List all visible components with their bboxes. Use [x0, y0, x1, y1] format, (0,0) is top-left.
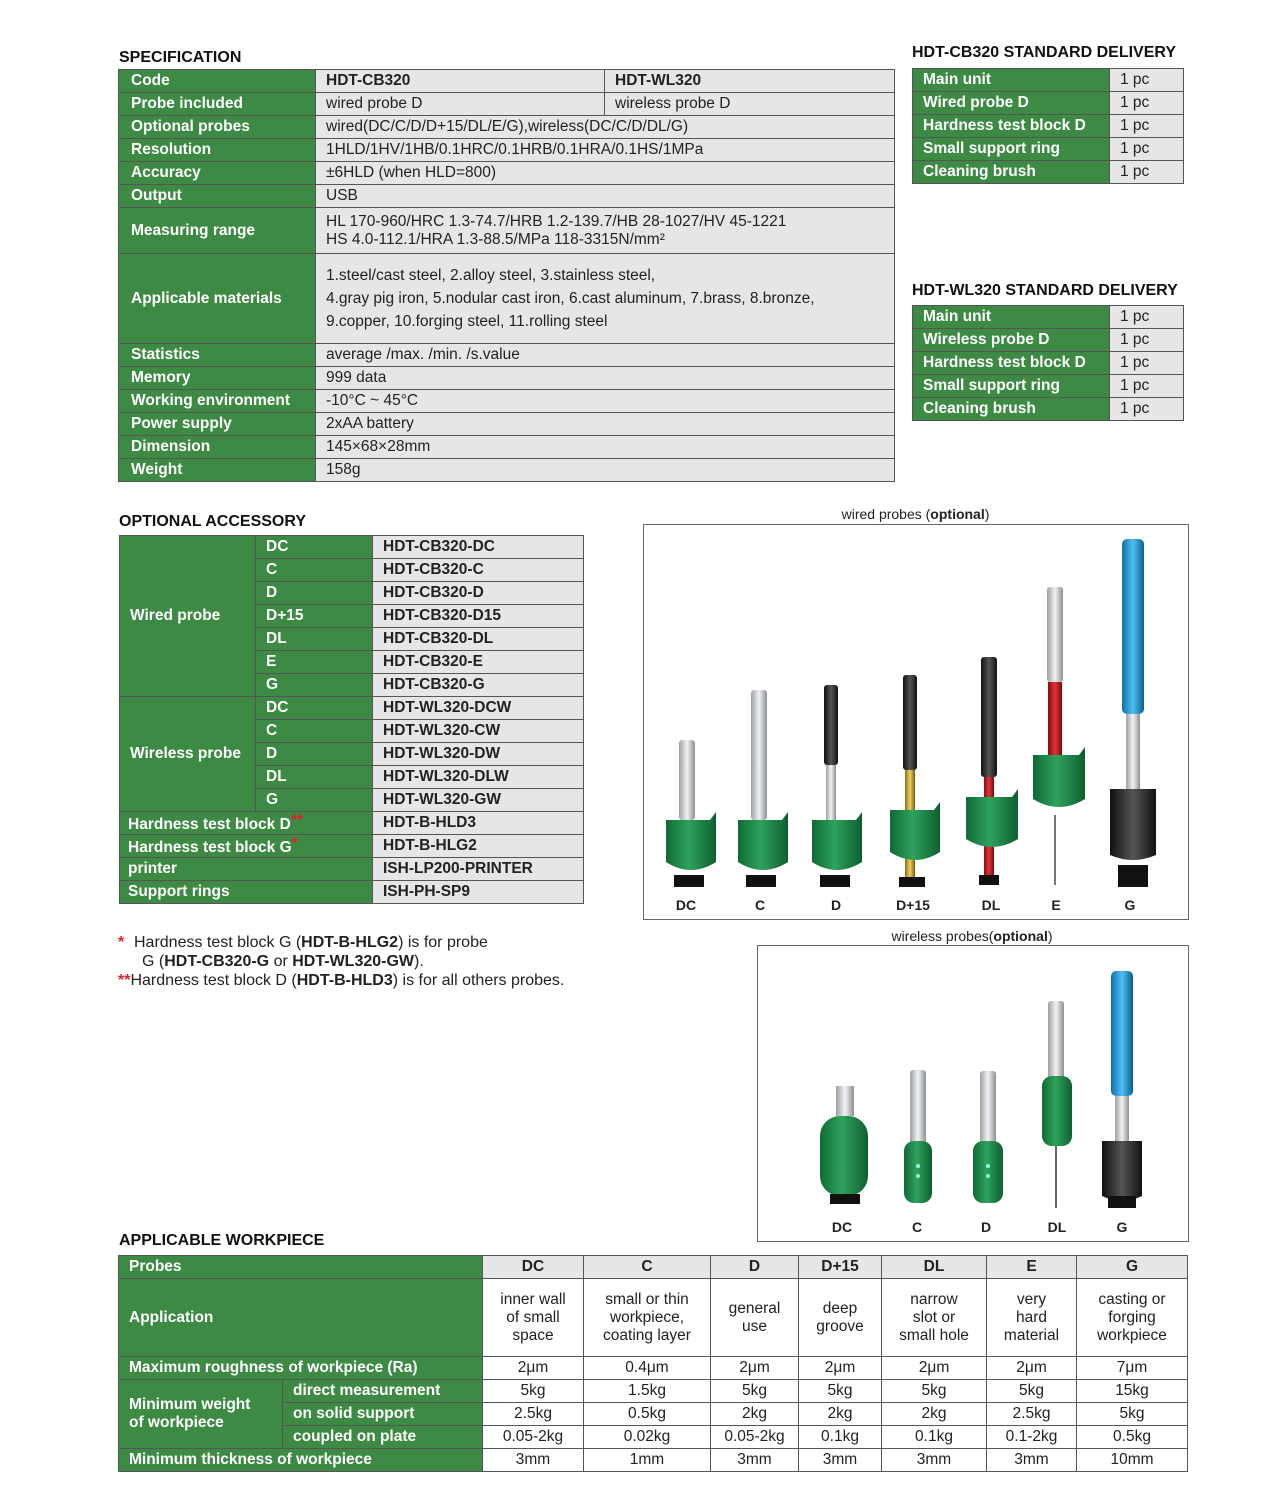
- wired-label-e: E: [1051, 897, 1061, 913]
- accessory-row: Support rings ISH-PH-SP9: [120, 881, 584, 904]
- delivery-row: Wired probe D 1 pc: [913, 92, 1184, 115]
- accessory-table: [119, 535, 584, 904]
- spec-row: Statistics average /max. /min. /s.value: [119, 344, 895, 367]
- spec-row: Output USB: [119, 185, 895, 208]
- spec-row: Resolution 1HLD/1HV/1HB/0.1HRC/0.1HRB/0.1HRA/0.1HS/1MPa: [119, 139, 895, 162]
- delivery-row: Wireless probe D 1 pc: [913, 329, 1184, 352]
- spec-row: Power supply 2xAA battery: [119, 413, 895, 436]
- accessory-row: DL HDT-WL320-DLW: [120, 766, 584, 789]
- accessory-row: G HDT-CB320-G: [120, 674, 584, 697]
- wired-label-g: G: [1124, 897, 1136, 913]
- wireless-probe-dc-icon: [820, 1086, 868, 1204]
- accessory-row: G HDT-WL320-GW: [120, 789, 584, 812]
- wireless-label-g: G: [1116, 1219, 1128, 1235]
- delivery-wl-table: [912, 305, 1184, 421]
- spec-row: Weight 158g: [119, 459, 895, 482]
- spec-title: SPECIFICATION: [119, 49, 242, 66]
- delivery-row: Cleaning brush 1 pc: [913, 398, 1184, 421]
- spec-row: Working environment -10°C ~ 45°C: [119, 390, 895, 413]
- wired-label-d15: D+15: [896, 897, 930, 913]
- delivery-row: Main unit 1 pc: [913, 306, 1184, 329]
- wired-label-dl: DL: [981, 897, 1001, 913]
- accessory-row: D+15 HDT-CB320-D15: [120, 605, 584, 628]
- spec-row: Dimension 145×68×28mm: [119, 436, 895, 459]
- accessory-row: Hardness test block G* HDT-B-HLG2: [120, 835, 584, 858]
- spec-row-code: Code HDT-CB320 HDT-WL320: [119, 70, 895, 93]
- spec-row-probe: Probe included wired probe D wireless probe D: [119, 93, 895, 116]
- probe-dl-icon: [966, 657, 1018, 885]
- accessory-row: C HDT-WL320-CW: [120, 720, 584, 743]
- wired-probes-image: [643, 524, 1189, 920]
- delivery-row: Hardness test block D 1 pc: [913, 115, 1184, 138]
- wired-label-dc: DC: [675, 897, 697, 913]
- spec-row: Memory 999 data: [119, 367, 895, 390]
- accessory-row: DL HDT-CB320-DL: [120, 628, 584, 651]
- wireless-probes-illustration: [758, 946, 1188, 1241]
- delivery-row: Small support ring 1 pc: [913, 375, 1184, 398]
- accessory-row: Hardness test block D** HDT-B-HLD3: [120, 812, 584, 835]
- wireless-label-dl: DL: [1047, 1219, 1067, 1235]
- accessory-row: D HDT-WL320-DW: [120, 743, 584, 766]
- delivery-row: Main unit 1 pc: [913, 69, 1184, 92]
- spec-row-materials: Applicable materials 1.steel/cast steel, 2.alloy steel, 3.stainless steel, 4.gray pig iron, 5.nodular cast iron, 6.cast aluminum, 7.brass, 8.bronze, 9.copper, 10.forging steel, 11.rolling steel: [119, 254, 895, 344]
- note-1: * Hardness test block G (HDT-B-HLG2) is for probe: [118, 934, 488, 951]
- workpiece-title: APPLICABLE WORKPIECE: [119, 1232, 325, 1249]
- wired-label-c: C: [754, 897, 766, 913]
- accessory-notes: [118, 933, 618, 990]
- wireless-probe-d-icon: [973, 1071, 1003, 1203]
- delivery-cb-title: HDT-CB320 STANDARD DELIVERY: [912, 44, 1177, 61]
- wired-probes-caption: wired probes (optional): [841, 506, 990, 522]
- accessory-row: C HDT-CB320-C: [120, 559, 584, 582]
- accessory-row: Wired probe DC HDT-CB320-DC: [120, 536, 584, 559]
- workpiece-row-support: on solid support 2.5kg 0.5kg 2kg 2kg 2kg 2.5kg 5kg: [119, 1403, 1188, 1426]
- delivery-row: Cleaning brush 1 pc: [913, 161, 1184, 184]
- wireless-label-dc: DC: [831, 1219, 853, 1235]
- wireless-label-c: C: [911, 1219, 923, 1235]
- spec-row: Optional probes wired(DC/C/D/D+15/DL/E/G),wireless(DC/C/D/DL/G): [119, 116, 895, 139]
- spec-row: Accuracy ±6HLD (when HLD=800): [119, 162, 895, 185]
- wireless-label-d: D: [980, 1219, 992, 1235]
- probe-e-icon: [1033, 587, 1085, 885]
- workpiece-row-thickness: Minimum thickness of workpiece 3mm 1mm 3mm 3mm 3mm 3mm 10mm: [119, 1449, 1188, 1472]
- note-3: **Hardness test block D (HDT-B-HLD3) is for all others probes.: [118, 972, 565, 989]
- wireless-probes-caption: wireless probes(optional): [891, 928, 1053, 944]
- accessory-row: Wireless probe DC HDT-WL320-DCW: [120, 697, 584, 720]
- spec-row-measuring-range: Measuring range HL 170-960/HRC 1.3-74.7/HRB 1.2-139.7/HB 28-1027/HV 45-1221 HS 4.0-112.1/HRA 1.3-88.5/MPa 118-3315N/mm²: [119, 208, 895, 254]
- accessory-row: D HDT-CB320-D: [120, 582, 584, 605]
- workpiece-row-probes: Probes DC C D D+15 DL E G: [119, 1256, 1188, 1279]
- workpiece-row-direct: Minimum weight of workpiece direct measurement 5kg 1.5kg 5kg 5kg 5kg 5kg 15kg: [119, 1380, 1188, 1403]
- wired-label-d: D: [830, 897, 842, 913]
- wireless-probes-image: [757, 945, 1189, 1242]
- wired-probes-illustration: [644, 525, 1188, 919]
- probe-g-icon: [1110, 539, 1156, 887]
- wireless-probe-g-icon: [1102, 971, 1142, 1208]
- workpiece-row-coupled: coupled on plate 0.05-2kg 0.02kg 0.05-2kg 0.1kg 0.1kg 0.1-2kg 0.5kg: [119, 1426, 1188, 1449]
- accessory-row: printer ISH-LP200-PRINTER: [120, 858, 584, 881]
- accessory-title: OPTIONAL ACCESSORY: [119, 513, 306, 530]
- workpiece-row-roughness: Maximum roughness of workpiece (Ra) 2μm 0.4μm 2μm 2μm 2μm 2μm 7μm: [119, 1357, 1188, 1380]
- accessory-row: E HDT-CB320-E: [120, 651, 584, 674]
- spec-table: [118, 69, 895, 482]
- workpiece-row-application: Application inner wall of small space small or thin workpiece, coating layer general use deep groove narrow slot or small hole very hard material casting or forging workpiece: [119, 1279, 1188, 1357]
- wireless-probe-c-icon: [904, 1070, 932, 1203]
- probe-d15-icon: [890, 675, 940, 887]
- probe-d-icon: [812, 685, 862, 887]
- wireless-probe-dl-icon: [1042, 1001, 1072, 1208]
- delivery-row: Small support ring 1 pc: [913, 138, 1184, 161]
- workpiece-table: [118, 1255, 1188, 1472]
- probe-dc-icon: [666, 740, 716, 887]
- note-2: G (HDT-CB320-G or HDT-WL320-GW).: [142, 953, 424, 970]
- probe-c-icon: [738, 690, 788, 887]
- delivery-row: Hardness test block D 1 pc: [913, 352, 1184, 375]
- delivery-wl-title: HDT-WL320 STANDARD DELIVERY: [912, 282, 1178, 299]
- delivery-cb-table: [912, 68, 1184, 184]
